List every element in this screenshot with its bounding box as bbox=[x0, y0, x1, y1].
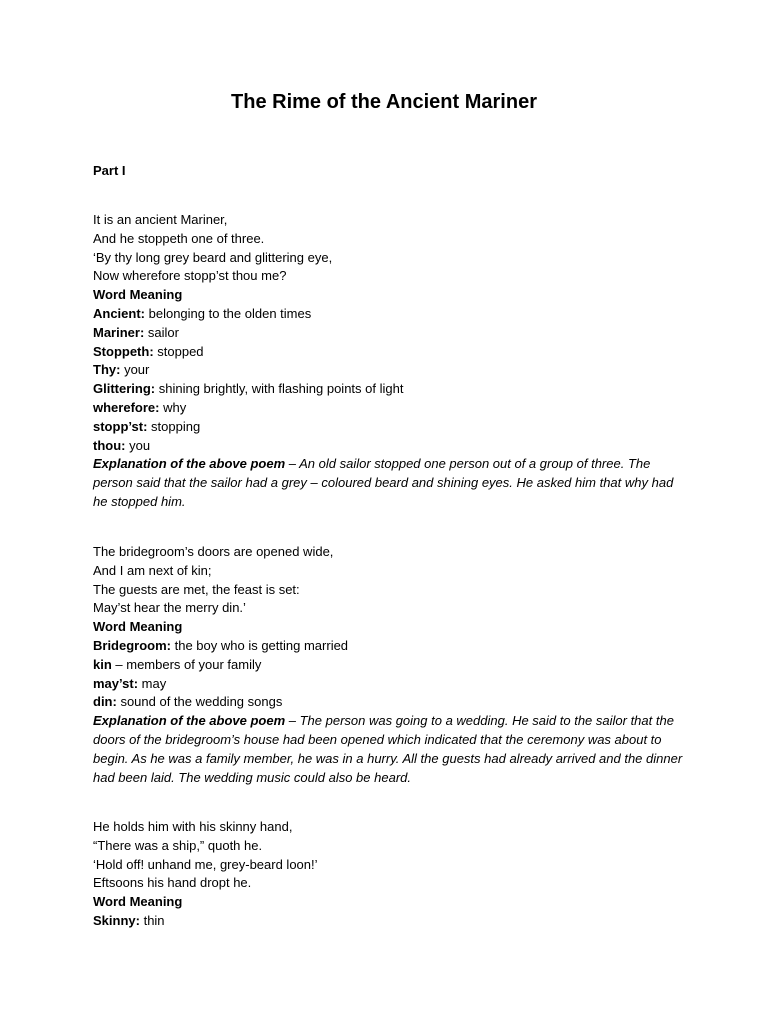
explanation-paragraph bbox=[93, 712, 683, 787]
meaning-row bbox=[93, 693, 683, 712]
meaning-row bbox=[93, 418, 683, 437]
meaning-definition: may bbox=[138, 675, 167, 691]
meaning-row bbox=[93, 656, 683, 675]
meaning-definition: sound of the wedding songs bbox=[116, 694, 283, 710]
verse-line: It is an ancient Mariner, bbox=[93, 212, 228, 227]
verse-line: And I am next of kin; bbox=[93, 562, 212, 578]
verse-line: “There was a ship,” quoth he. bbox=[93, 837, 263, 853]
meaning-definition: shining brightly, with flashing points of light bbox=[155, 381, 404, 397]
stanza-1 bbox=[93, 211, 683, 512]
explanation-text: – An old sailor stopped one person out of a group of three. The person said that the sailor had a grey – coloured beard and shining eyes. He asked him that why had he stopped him. bbox=[93, 456, 674, 509]
meaning-term: may’st: bbox=[93, 675, 139, 691]
explanation-label: Explanation of the above poem bbox=[93, 713, 286, 729]
meaning-term: kin bbox=[93, 656, 112, 672]
explanation-text: – The person was going to a wedding. He said to the sailor that the doors of the bridegroom’s house had been opened which indicated that the ceremony was about to begin. As he was a family member, he was in a hurry. All the guests had already arrived and the dinner had been laid. The wedding music could also be heard. bbox=[93, 713, 683, 785]
meaning-row bbox=[93, 912, 683, 931]
meaning-term: Glittering: bbox=[93, 381, 156, 397]
verse-line: He holds him with his skinny hand, bbox=[93, 819, 293, 834]
meaning-row bbox=[93, 324, 683, 343]
meaning-row bbox=[93, 437, 683, 456]
meaning-row bbox=[93, 343, 683, 362]
word-meaning-heading: Word Meaning bbox=[93, 619, 183, 635]
meaning-definition: – members of your family bbox=[111, 656, 262, 672]
meaning-row bbox=[93, 675, 683, 694]
word-meaning-heading: Word Meaning bbox=[93, 287, 183, 303]
meaning-term: Mariner: bbox=[93, 324, 145, 340]
meaning-definition: thin bbox=[139, 912, 165, 928]
verse-line: ‘By thy long grey beard and glittering eye, bbox=[93, 249, 333, 265]
meaning-definition: your bbox=[120, 362, 150, 378]
verse-line: May’st hear the merry din.’ bbox=[93, 600, 246, 616]
meaning-row bbox=[93, 305, 683, 324]
meaning-row bbox=[93, 637, 683, 656]
meaning-term: wherefore: bbox=[93, 399, 160, 415]
verse-line: The guests are met, the feast is set: bbox=[93, 581, 300, 597]
meaning-definition: stopping bbox=[147, 418, 201, 434]
meaning-definition: why bbox=[159, 399, 187, 415]
word-meaning-heading: Word Meaning bbox=[93, 894, 183, 910]
meaning-row bbox=[93, 380, 683, 399]
meaning-row bbox=[93, 399, 683, 418]
meaning-term: din: bbox=[93, 694, 117, 710]
meaning-term: thou: bbox=[93, 437, 126, 453]
meaning-definition: stopped bbox=[153, 343, 204, 359]
verse-line: Now wherefore stopp’st thou me? bbox=[93, 268, 287, 284]
verse-line: And he stoppeth one of three. bbox=[93, 230, 265, 246]
stanza-3 bbox=[93, 818, 683, 931]
meaning-term: Bridegroom: bbox=[93, 637, 171, 653]
meaning-term: Ancient: bbox=[93, 305, 145, 321]
part-heading: Part I bbox=[93, 163, 126, 178]
verse-line: ‘Hold off! unhand me, grey-beard loon!’ bbox=[93, 856, 318, 872]
stanza-2 bbox=[93, 543, 683, 787]
meaning-term: stopp’st: bbox=[93, 418, 148, 434]
document-title: The Rime of the Ancient Mariner bbox=[231, 91, 537, 113]
meaning-row bbox=[93, 361, 683, 380]
meaning-term: Stoppeth: bbox=[93, 343, 154, 359]
meaning-term: Thy: bbox=[93, 362, 121, 378]
verse-line: The bridegroom’s doors are opened wide, bbox=[93, 544, 334, 559]
meaning-definition: the boy who is getting married bbox=[171, 637, 349, 653]
meaning-definition: sailor bbox=[144, 324, 179, 340]
explanation-paragraph bbox=[93, 455, 683, 511]
explanation-label: Explanation of the above poem bbox=[93, 456, 286, 472]
meaning-definition: belonging to the olden times bbox=[145, 305, 312, 321]
meaning-definition: you bbox=[125, 437, 151, 453]
verse-line: Eftsoons his hand dropt he. bbox=[93, 875, 252, 891]
meaning-term: Skinny: bbox=[93, 912, 140, 928]
